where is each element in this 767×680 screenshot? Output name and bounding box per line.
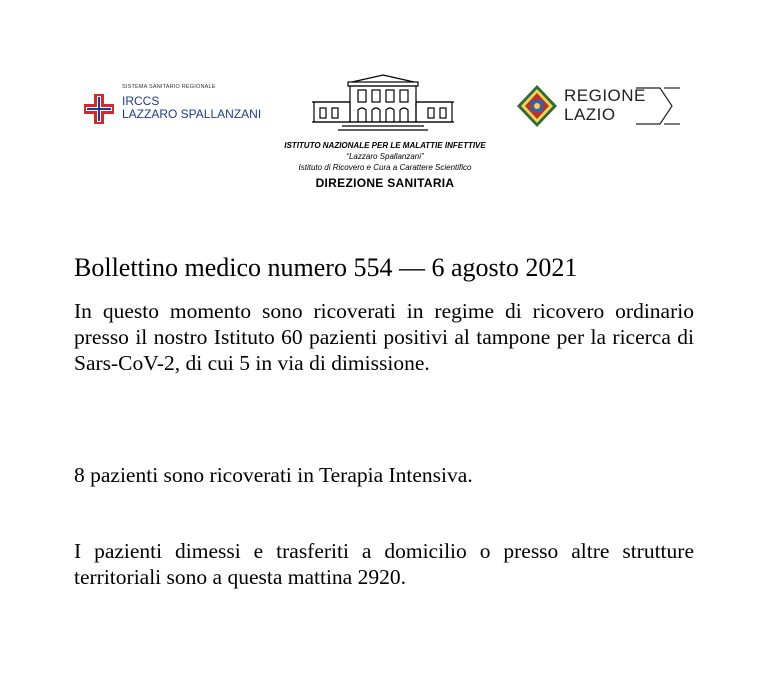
institute-subtitle: “Lazzaro Spallanzani” <box>346 152 424 161</box>
regione-lazio-logo <box>516 84 678 128</box>
bulletin-paragraph-hospitalized: In questo momento sono ricoverati in regime di ricovero ordinario presso il nostro Istituto 60 pazienti positivi al tampone per la ricerca di Sars-CoV-2, di cui 5 in via di dimissione. <box>74 299 694 375</box>
logo-irccs-text: IRCCS <box>122 94 160 108</box>
logo-system-text: SISTEMA SANITARIO REGIONALE <box>122 84 216 90</box>
chevron-lines-icon <box>636 86 680 126</box>
institute-name: ISTITUTO NAZIONALE PER LE MALATTIE INFETTIVE <box>284 141 486 150</box>
regione-emblem-icon <box>516 84 558 128</box>
bulletin-title: Bollettino medico numero 554 — 6 agosto 2021 <box>74 253 578 282</box>
red-cross-icon <box>84 94 114 124</box>
bulletin-paragraph-discharged: I pazienti dimessi e trasferiti a domicilio o presso altre strutture territoriali sono a questa mattina 2920. <box>74 539 694 589</box>
department-name: DIREZIONE SANITARIA <box>315 176 455 190</box>
institute-heading <box>260 140 510 191</box>
lazio-text: LAZIO <box>564 105 616 124</box>
logo-spallanzani-text: LAZZARO SPALLANZANI <box>122 107 262 121</box>
bulletin-paragraph-intensive-care: 8 pazienti sono ricoverati in Terapia Intensiva. <box>74 463 473 487</box>
institute-building-icon <box>312 74 454 136</box>
spallanzani-logo <box>84 84 264 128</box>
institute-description: Istituto di Ricovero e Cura a Carattere Scientifico <box>298 163 472 172</box>
regione-lazio-name <box>564 86 646 124</box>
regione-text: REGIONE <box>564 86 646 105</box>
